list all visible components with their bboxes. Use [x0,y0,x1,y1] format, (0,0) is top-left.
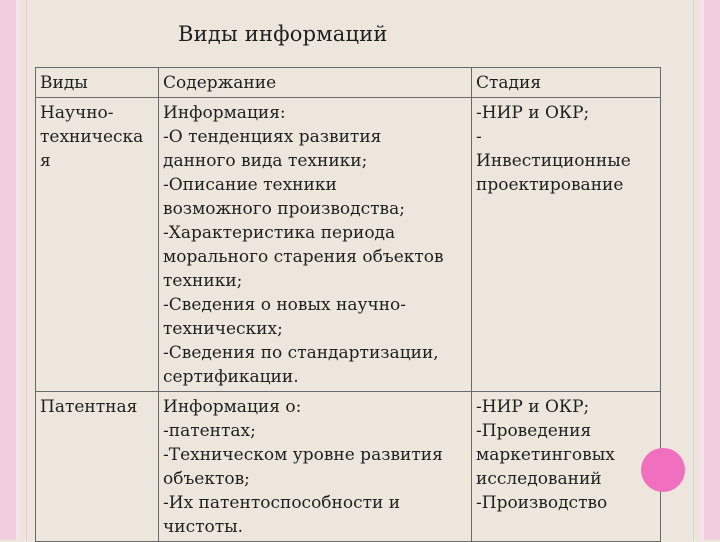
row-content-cell: Информация о: -патентах; -Техническом уровне развития объектов; -Их патентоспособности и чистоты. [159,392,472,542]
header-content: Содержание [159,68,472,98]
row-type-cell: Научно- техническа я [36,98,159,392]
header-types: Виды [36,68,159,98]
row-stage-cell: -НИР и ОКР; -Проведения маркетинговых исследований -Производство [472,392,661,542]
left-decorative-border [0,0,20,540]
decorative-circle [641,448,685,492]
table-row [36,98,661,392]
table-row [36,392,661,542]
header-stage: Стадия [472,68,661,98]
row-type-cell: Патентная [36,392,159,542]
row-content-cell: Информация: -О тенденциях развития данного вида техники; -Описание техники возможного производства; -Характеристика периода морального старения объектов техники; -Сведения о новых научно- технических; -Сведения по стандартизации, сертификации. [159,98,472,392]
right-decorative-border [700,0,720,540]
info-types-table [35,67,661,542]
row-stage-cell: -НИР и ОКР; - Инвестиционные проектирование [472,98,661,392]
table-header-row [36,68,661,98]
slide-title: Виды информаций [178,22,388,46]
